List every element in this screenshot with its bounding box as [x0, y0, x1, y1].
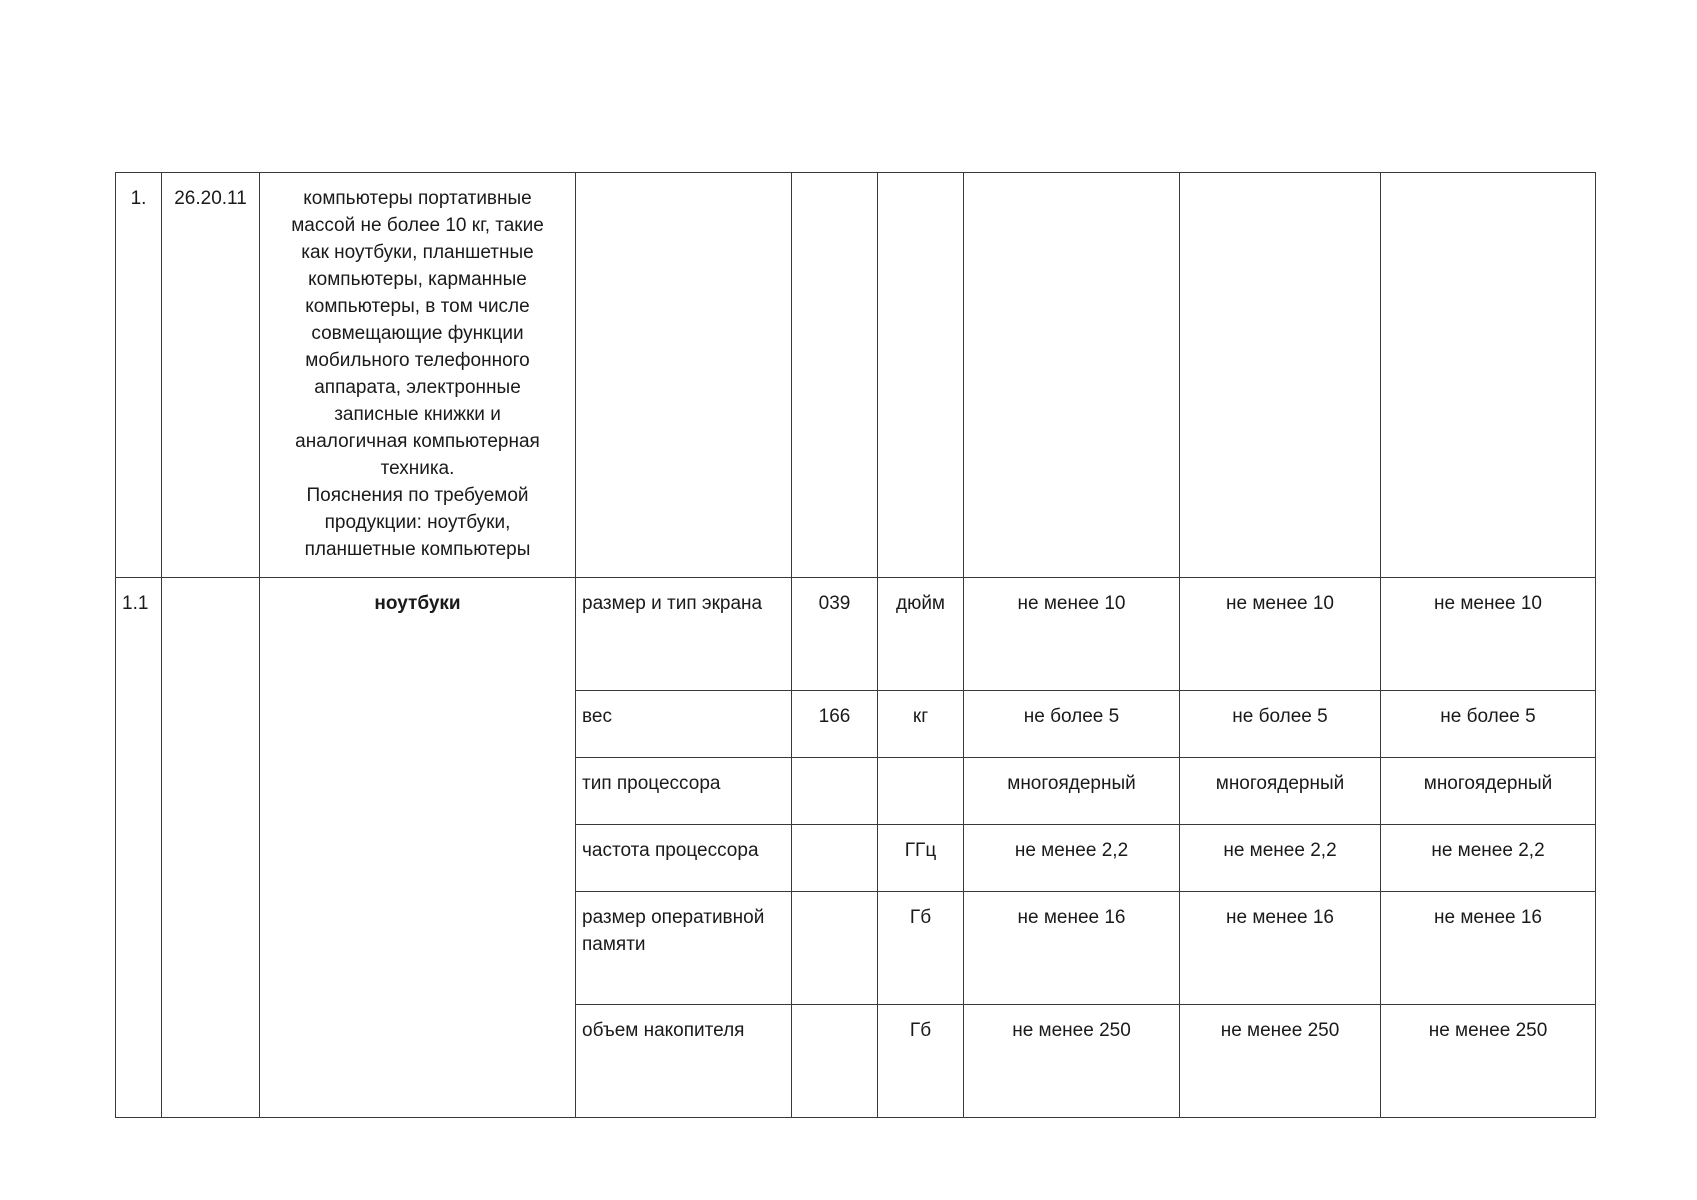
- desc-line: продукции: ноутбуки,: [324, 512, 511, 533]
- value-cell: не менее 10: [1180, 578, 1381, 691]
- value-cell: не менее 16: [1381, 892, 1596, 1005]
- characteristic-name: размер и тип экрана: [576, 578, 792, 691]
- characteristic-name: вес: [576, 691, 792, 758]
- okei-code: [792, 758, 878, 825]
- value-cell: многоядерный: [964, 758, 1180, 825]
- value-cell: не менее 250: [1381, 1005, 1596, 1118]
- value-cell: не менее 16: [964, 892, 1180, 1005]
- okei-code: 166: [792, 691, 878, 758]
- product-name: ноутбуки: [260, 578, 576, 1118]
- table-row: [116, 173, 1596, 578]
- value-cell: не менее 16: [1180, 892, 1381, 1005]
- empty-cell: [964, 173, 1180, 578]
- value-cell: не менее 250: [964, 1005, 1180, 1118]
- desc-line: массой не более 10 кг, такие: [291, 215, 544, 236]
- desc-line: как ноутбуки, планшетные: [301, 242, 534, 263]
- desc-line: аналогичная компьютерная: [295, 431, 540, 452]
- unit: ГГц: [878, 825, 964, 892]
- okei-code: [792, 825, 878, 892]
- okei-code: [792, 892, 878, 1005]
- desc-line: планшетные компьютеры: [304, 539, 531, 560]
- empty-cell: [576, 173, 792, 578]
- characteristic-name-line: размер оперативной: [582, 907, 765, 928]
- unit: Гб: [878, 1005, 964, 1118]
- desc-line: компьютеры, карманные: [308, 269, 527, 290]
- characteristic-name: объем накопителя: [576, 1005, 792, 1118]
- unit: дюйм: [878, 578, 964, 691]
- desc-line: компьютеры портативные: [303, 188, 532, 209]
- characteristic-name: [576, 892, 792, 1005]
- empty-cell: [1381, 173, 1596, 578]
- table-row: [116, 578, 1596, 691]
- row-number: 1.1: [116, 578, 162, 1118]
- desc-line: мобильного телефонного: [305, 350, 530, 371]
- value-cell: не более 5: [1381, 691, 1596, 758]
- okei-code: [792, 1005, 878, 1118]
- value-cell: не более 5: [964, 691, 1180, 758]
- value-cell: не менее 2,2: [1180, 825, 1381, 892]
- value-cell: не более 5: [1180, 691, 1381, 758]
- desc-line: компьютеры, в том числе: [305, 296, 530, 317]
- value-cell: многоядерный: [1381, 758, 1596, 825]
- category-description: [260, 173, 576, 578]
- desc-line: записные книжки и: [334, 404, 501, 425]
- empty-cell: [1180, 173, 1381, 578]
- empty-cell: [162, 578, 260, 1118]
- desc-line: техника.: [380, 458, 455, 479]
- okpd2-code: 26.20.11: [162, 173, 260, 578]
- value-cell: не менее 2,2: [1381, 825, 1596, 892]
- value-cell: многоядерный: [1180, 758, 1381, 825]
- empty-cell: [878, 173, 964, 578]
- desc-line: Пояснения по требуемой: [306, 485, 529, 506]
- empty-cell: [792, 173, 878, 578]
- value-cell: не менее 250: [1180, 1005, 1381, 1118]
- desc-line: аппарата, электронные: [314, 377, 521, 398]
- specification-table: [115, 172, 1596, 1118]
- row-number: 1.: [116, 173, 162, 578]
- value-cell: не менее 2,2: [964, 825, 1180, 892]
- unit: [878, 758, 964, 825]
- characteristic-name-line: памяти: [582, 934, 646, 955]
- unit: кг: [878, 691, 964, 758]
- okei-code: 039: [792, 578, 878, 691]
- characteristic-name: тип процессора: [576, 758, 792, 825]
- unit: Гб: [878, 892, 964, 1005]
- value-cell: не менее 10: [964, 578, 1180, 691]
- desc-line: совмещающие функции: [311, 323, 524, 344]
- value-cell: не менее 10: [1381, 578, 1596, 691]
- characteristic-name: частота процессора: [576, 825, 792, 892]
